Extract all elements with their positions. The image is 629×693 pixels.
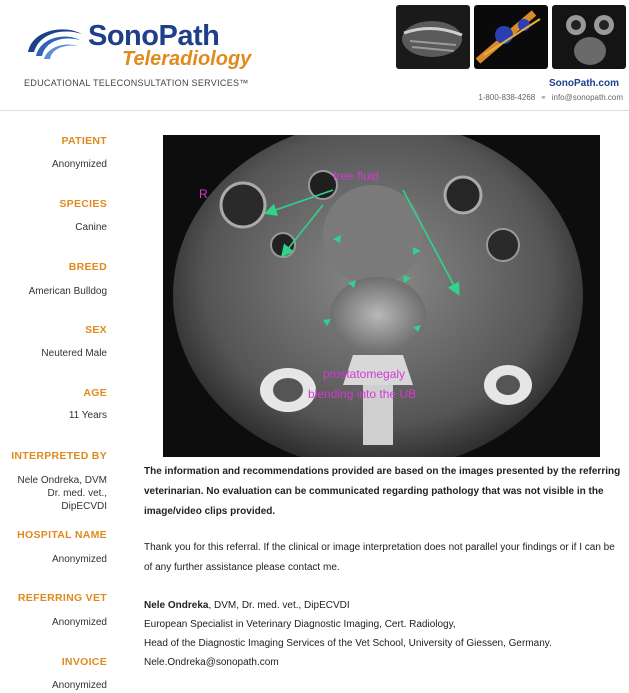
disclaimer-text: The information and recommendations provided are based on the images presented by the referring veterinarian. No evaluation can be communicated regarding pathology that was not visible in the image/video clips provided. — [144, 466, 621, 517]
sex-label: SEX — [85, 324, 107, 336]
sonopath-site-link[interactable]: SonoPath.com — [548, 78, 619, 89]
interpreted-by-value-line1: Nele Ondreka, DVM — [17, 475, 107, 486]
tagline: EDUCATIONAL TELECONSULTATION SERVICES™ — [24, 78, 249, 88]
patient-value: Anonymized — [51, 159, 107, 170]
signature-email[interactable]: Nele.Ondreka@sonopath.com — [144, 657, 279, 668]
email-icon: ⚭ — [540, 93, 547, 102]
referring-vet-value: Anonymized — [51, 617, 107, 628]
age-label: AGE — [83, 387, 107, 399]
interpreted-by-value-line2: Dr. med. vet., DipECVDI — [47, 488, 107, 512]
ct-scan-image — [163, 135, 600, 457]
hospital-name-label: HOSPITAL NAME — [17, 529, 107, 541]
header-divider — [0, 110, 629, 111]
logo-brand: SonoPath — [88, 20, 220, 52]
phone-number: 1-800-838-4268 — [478, 93, 536, 102]
interpreted-by-label: INTERPRETED BY — [11, 450, 107, 462]
species-label: SPECIES — [59, 198, 107, 210]
referring-vet-label: REFERRING VET — [17, 592, 107, 604]
breed-value: American Bulldog — [28, 286, 107, 297]
annotation-blending: blending into the UB — [308, 387, 417, 401]
header-3d-render-image — [474, 5, 548, 69]
header-xray-image — [396, 5, 470, 69]
signature-line1 — [144, 596, 622, 616]
signature-credentials: , DVM, Dr. med. vet., DipECVDI — [208, 600, 350, 611]
sonopath-logo-swirl-icon — [24, 22, 84, 62]
breed-label: BREED — [68, 261, 107, 273]
species-value: Canine — [75, 222, 107, 233]
contact-line — [478, 93, 623, 102]
thanks-text: Thank you for this referral. If the clinical or image interpretation does not parallel your findings or if I can be of any further assistance please contact me. — [144, 542, 615, 573]
age-value: 11 Years — [68, 410, 107, 421]
annotation-right-marker: R — [199, 187, 208, 201]
annotation-free-fluid: free fluid — [333, 169, 380, 183]
invoice-label: INVOICE — [61, 656, 107, 668]
logo-subtitle: Teleradiology — [122, 48, 252, 70]
sex-value: Neutered Male — [41, 348, 107, 359]
hospital-name-value: Anonymized — [51, 554, 107, 565]
annotation-prostatomegaly: prostatomegaly — [323, 367, 406, 381]
signature-line2: European Specialist in Veterinary Diagnostic Imaging, Cert. Radiology, — [144, 619, 456, 630]
header-mri-image — [552, 5, 626, 69]
patient-label: PATIENT — [61, 135, 107, 147]
signature-line3: Head of the Diagnostic Imaging Services of the Vet School, University of Giessen, Germany. — [144, 638, 552, 649]
contact-email[interactable]: info@sonopath.com — [551, 93, 623, 102]
signature-name: Nele Ondreka — [144, 600, 209, 611]
invoice-value: Anonymized — [51, 680, 107, 691]
